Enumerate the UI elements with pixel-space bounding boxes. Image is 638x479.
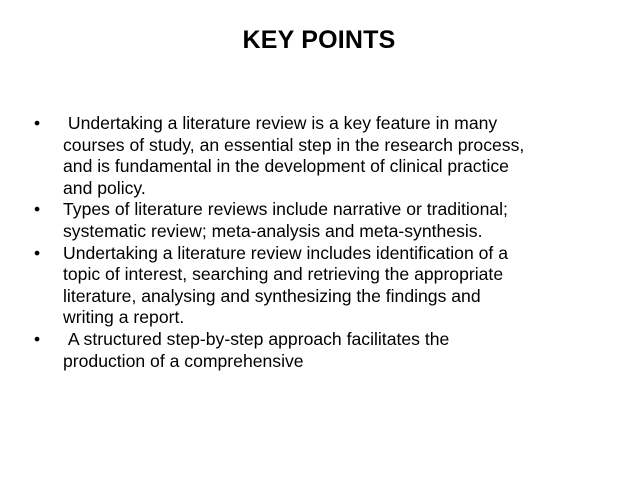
bullet-icon: •	[34, 199, 41, 220]
bullet-item-4	[34, 329, 602, 372]
bullet-4-line-1: A structured step-by-step approach facilitates the	[63, 328, 450, 349]
bullet-item-1	[34, 113, 602, 199]
bullet-4-line-2: production of a comprehensive	[63, 350, 304, 371]
bullet-3-line-2: topic of interest, searching and retrieving the appropriate	[63, 264, 504, 285]
bullet-item-3	[34, 243, 602, 329]
bullet-3-line-3: literature, analysing and synthesizing the findings and	[63, 285, 481, 306]
bullet-1-line-4: and policy.	[63, 177, 146, 198]
bullet-3-line-1: Undertaking a literature review includes identification of a	[63, 242, 508, 263]
bullet-2-line-2: systematic review; meta-analysis and meta-synthesis.	[63, 220, 483, 241]
bullet-1-line-3: and is fundamental in the development of clinical practice	[63, 156, 509, 177]
bullet-1-line-2: courses of study, an essential step in the research process,	[63, 134, 525, 155]
bullet-1-line-1: Undertaking a literature review is a key feature in many	[63, 113, 498, 133]
bullet-list	[34, 113, 602, 372]
slide-title: KEY POINTS	[242, 26, 396, 54]
bullet-icon: •	[34, 242, 41, 263]
bullet-item-2	[34, 199, 602, 242]
bullet-2-line-1: Types of literature reviews include narrative or traditional;	[63, 199, 508, 220]
bullet-3-line-4: writing a report.	[63, 307, 185, 328]
bullet-icon: •	[34, 328, 41, 349]
bullet-icon: •	[34, 113, 41, 133]
